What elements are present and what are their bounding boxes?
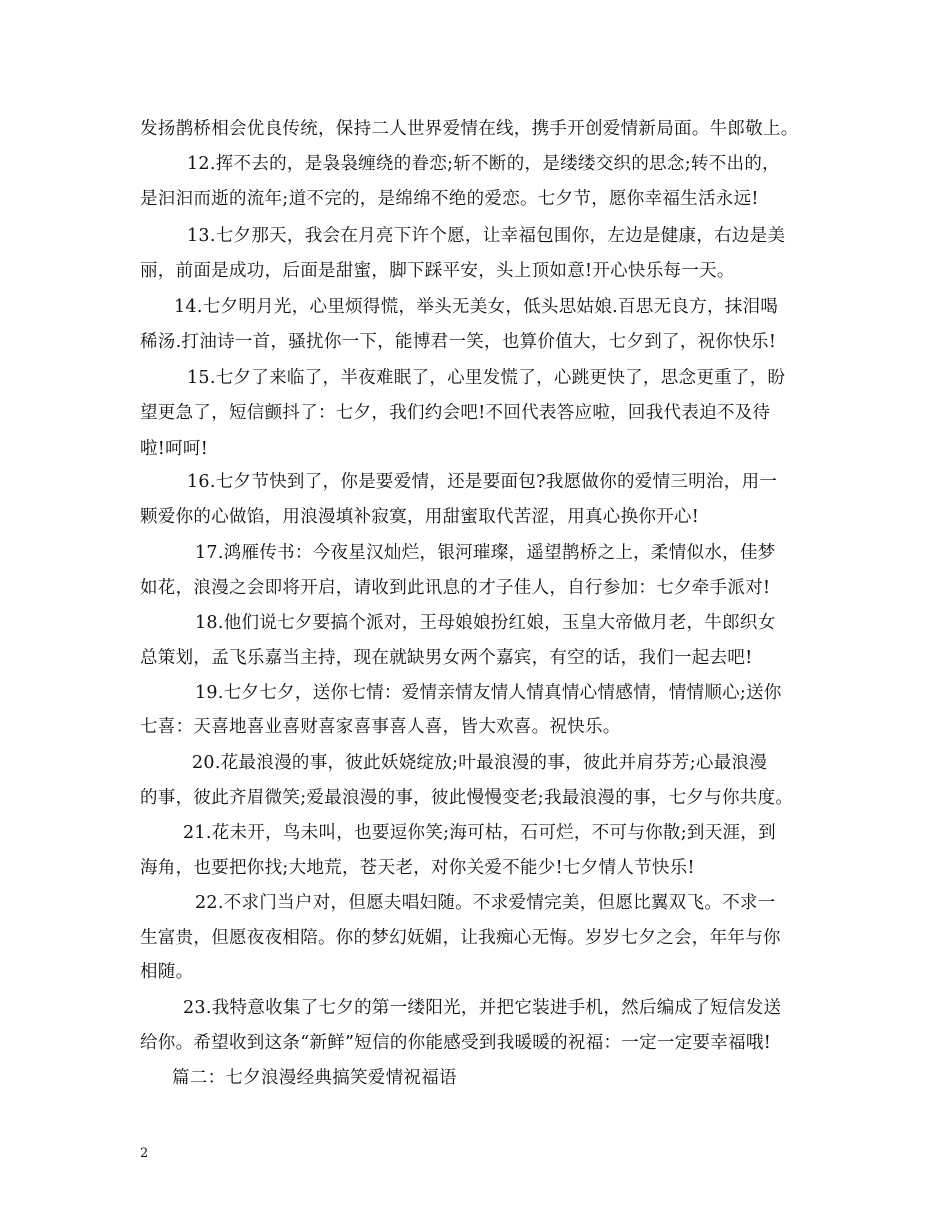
text-line: 给你。希望收到这条“新鲜”短信的你能感受到我暖暖的祝福：一定一定要幸福哦! — [140, 1033, 772, 1053]
text-line: 啦!呵呵! — [140, 439, 209, 459]
text-line: 生富贵，但愿夜夜相陪。你的梦幻妩媚，让我痴心无悔。岁岁七夕之会，年年与你 — [140, 928, 781, 948]
text-line: 16.七夕节快到了，你是要爱情，还是要面包?我愿做你的爱情三明治，用一 — [187, 472, 778, 492]
text-line: 17.鸿雁传书：今夜星汉灿烂，银河璀璨，遥望鹊桥之上，柔情似水，佳梦 — [195, 543, 776, 563]
text-line: 20.花最浪漫的事，彼此妖娆绽放;叶最浪漫的事，彼此并肩芬芳;心最浪漫 — [192, 753, 768, 773]
text-line: 七喜：天喜地喜业喜财喜家喜事喜人喜，皆大欢喜。祝快乐。 — [140, 717, 621, 737]
section-heading: 篇二：七夕浪漫经典搞笑爱情祝福语 — [172, 1068, 457, 1088]
text-line: 相随。 — [140, 962, 194, 982]
text-line: 12.挥不去的，是袅袅缠绕的眷恋;斩不断的，是缕缕交织的思念;转不出的， — [187, 154, 780, 174]
text-line: 发扬鹊桥相会优良传统，保持二人世界爱情在线，携手开创爱情新局面。牛郎敬上。 — [140, 119, 799, 139]
text-line: 如花，浪漫之会即将开启，请收到此讯息的才子佳人，自行参加：七夕牵手派对! — [140, 578, 771, 598]
text-line: 23.我特意收集了七夕的第一缕阳光，并把它装进手机，然后编成了短信发送 — [183, 998, 782, 1018]
text-line: 18.他们说七夕要搞个派对，王母娘娘扮红娘，玉皇大帝做月老，牛郎织女 — [195, 613, 776, 633]
text-line: 22.不求门当户对，但愿夫唱妇随。不求爱情完美，但愿比翼双飞。不求一 — [195, 893, 776, 913]
text-line: 总策划，孟飞乐嘉当主持，现在就缺男女两个嘉宾，有空的话，我们一起去吧! — [140, 648, 753, 668]
text-line: 的事，彼此齐眉微笑;爱最浪漫的事，彼此慢慢变老;我最浪漫的事，七夕与你共度。 — [140, 788, 794, 808]
text-line: 颗爱你的心做馅，用浪漫填补寂寞，用甜蜜取代苦涩，用真心换你开心! — [140, 507, 700, 527]
text-line: 14.七夕明月光，心里烦得慌，举头无美女，低头思姑娘.百思无良方，抹泪喝 — [174, 297, 779, 317]
text-line: 望更急了，短信颤抖了：七夕，我们约会吧!不回代表答应啦，回我代表迫不及待 — [140, 403, 771, 423]
page-number: 2 — [140, 1146, 149, 1161]
text-line: 海角，也要把你找;大地荒，苍天老，对你关爱不能少!七夕情人节快乐! — [140, 858, 695, 878]
text-line: 稀汤.打油诗一首，骚扰你一下，能博君一笑，也算价值大，七夕到了，祝你快乐! — [140, 332, 777, 352]
text-line: 13.七夕那天，我会在月亮下许个愿，让幸福包围你，左边是健康，右边是美 — [187, 226, 786, 246]
text-line: 19.七夕七夕，送你七情：爱情亲情友情人情真情心情感情，情情顺心;送你 — [195, 683, 782, 703]
text-line: 丽，前面是成功，后面是甜蜜，脚下踩平安，头上顶如意!开心快乐每一天。 — [140, 261, 735, 281]
text-line: 15.七夕了来临了，半夜难眠了，心里发慌了，心跳更快了，思念更重了，盼 — [187, 368, 786, 388]
text-line: 是汩汩而逝的流年;道不完的，是绵绵不绝的爱恋。七夕节，愿你幸福生活永远! — [140, 189, 759, 209]
text-line: 21.花未开，鸟未叫，也要逗你笑;海可枯，石可烂，不可与你散;到天涯，到 — [183, 823, 776, 843]
